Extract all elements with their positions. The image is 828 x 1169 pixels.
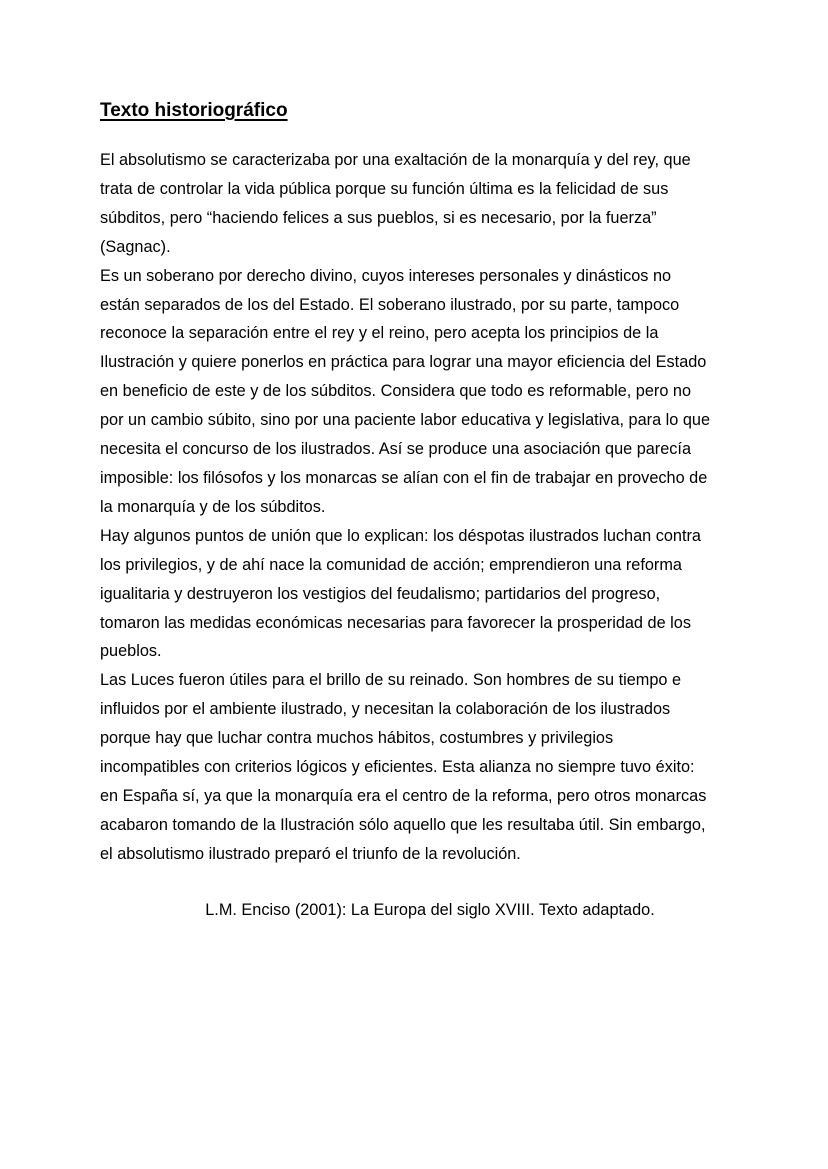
body-line: El absolutismo se caracterizaba por una exaltación de la monarquía y del rey, que	[100, 151, 691, 169]
document-title: Texto historiográfico	[100, 100, 288, 121]
body-line: en España sí, ya que la monarquía era el centro de la reforma, pero otros monarcas	[100, 786, 707, 805]
body-line: porque hay que luchar contra muchos hábitos, costumbres y privilegios	[100, 729, 614, 748]
body-line: Es un soberano por derecho divino, cuyos intereses personales y dinásticos no	[100, 266, 672, 285]
body-line: están separados de los del Estado. El soberano ilustrado, por su parte, tampoco	[100, 295, 680, 314]
body-line: pueblos.	[100, 642, 162, 661]
body-line: igualitaria y destruyeron los vestigios del feudalismo; partidarios del progreso,	[100, 584, 661, 603]
body-line: imposible: los filósofos y los monarcas se alían con el fin de trabajar en provecho de	[100, 468, 708, 487]
source-citation: L.M. Enciso (2001): La Europa del siglo XVIII. Texto adaptado.	[205, 901, 655, 919]
body-line: la monarquía y de los súbditos.	[100, 497, 326, 516]
body-line: el absolutismo ilustrado preparó el triunfo de la revolución.	[100, 844, 521, 863]
body-line: por un cambio súbito, sino por una paciente labor educativa y legislativa, para lo que	[100, 411, 711, 430]
body-line: incompatibles con criterios lógicos y eficientes. Esta alianza no siempre tuvo éxito:	[100, 758, 695, 777]
body-line: los privilegios, y de ahí nace la comunidad de acción; emprendieron una reforma	[100, 555, 682, 574]
body-line: (Sagnac).	[100, 237, 171, 256]
body-line: trata de controlar la vida pública porque su función última es la felicidad de sus	[100, 179, 669, 198]
document-body	[100, 146, 730, 869]
body-line: Las Luces fueron útiles para el brillo de su reinado. Son hombres de su tiempo e	[100, 671, 682, 690]
body-line: reconoce la separación entre el rey y el reino, pero acepta los principios de la	[100, 324, 659, 343]
body-line: influidos por el ambiente ilustrado, y necesitan la colaboración de los ilustrados	[100, 700, 671, 719]
body-line: súbditos, pero “haciendo felices a sus pueblos, si es necesario, por la fuerza”	[100, 208, 657, 227]
body-line: necesita el concurso de los ilustrados. Así se produce una asociación que parecía	[100, 440, 692, 459]
body-line: en beneficio de este y de los súbditos. Considera que todo es reformable, pero no	[100, 382, 692, 401]
body-line: Ilustración y quiere ponerlos en práctica para lograr una mayor eficiencia del Estado	[100, 353, 707, 372]
body-line: acabaron tomando de la Ilustración sólo aquello que les resultaba útil. Sin embargo,	[100, 815, 706, 834]
body-line: Hay algunos puntos de unión que lo explican: los déspotas ilustrados luchan contra	[100, 526, 701, 545]
body-line: tomaron las medidas económicas necesarias para favorecer la prosperidad de los	[100, 613, 691, 632]
